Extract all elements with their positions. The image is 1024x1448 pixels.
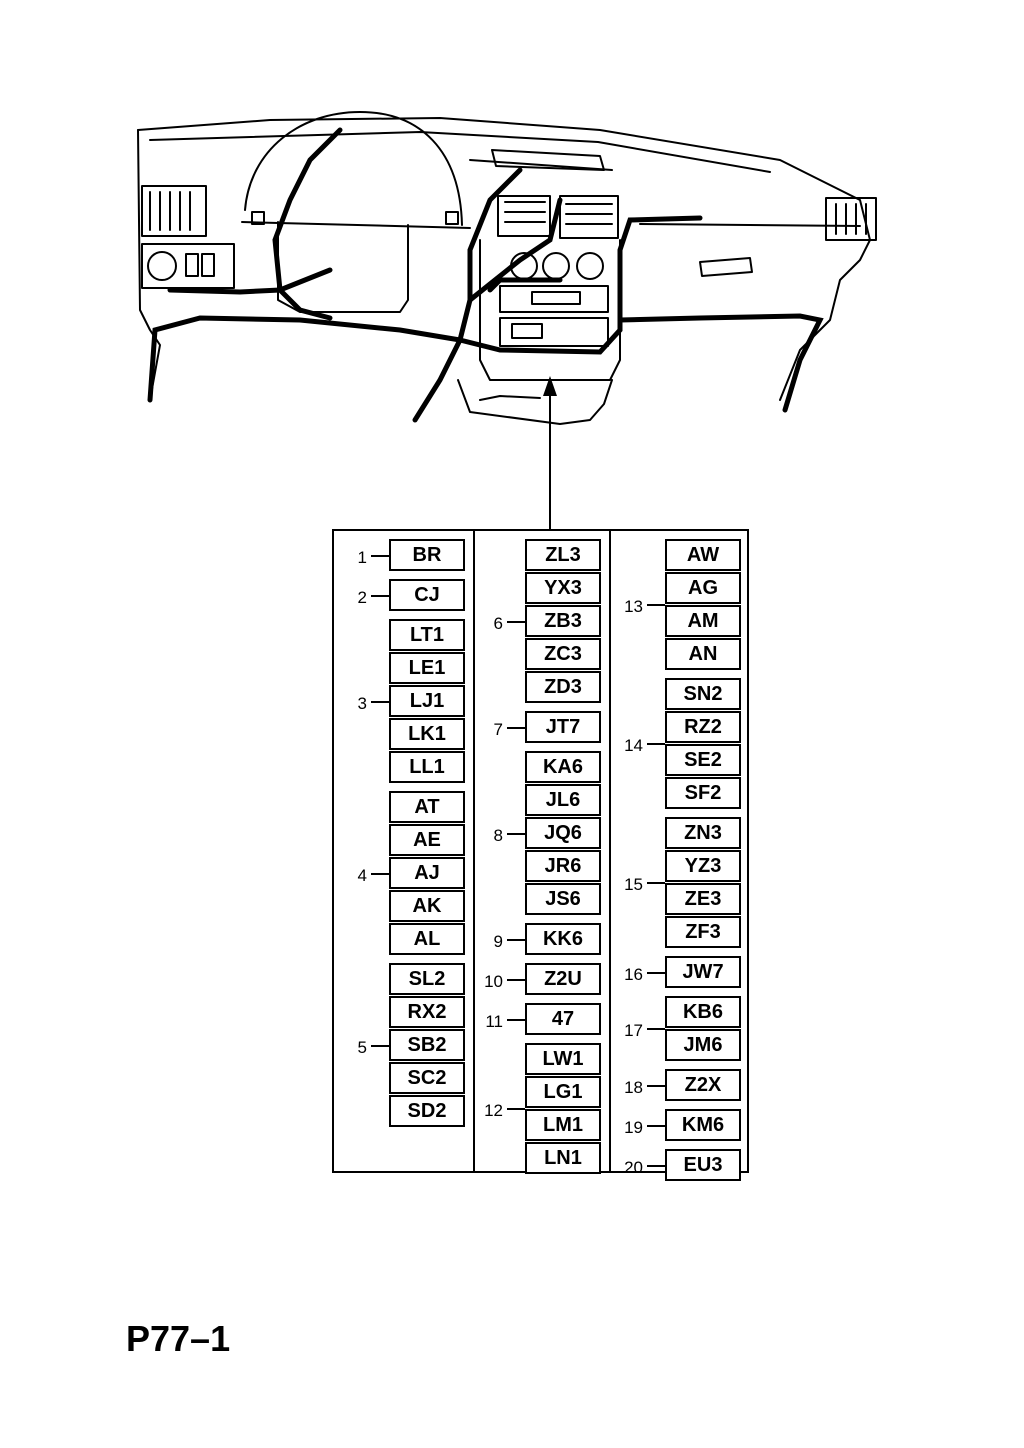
leader-tick: [371, 873, 389, 875]
connector-code-box: RX2: [389, 996, 465, 1028]
connector-code-box: LN1: [525, 1142, 601, 1174]
connector-code-box: JT7: [525, 711, 601, 743]
connector-code-box: ZL3: [525, 539, 601, 571]
connector-code-box: SC2: [389, 1062, 465, 1094]
leader-tick: [647, 743, 665, 745]
leader-tick: [507, 621, 525, 623]
connector-code-box: JW7: [665, 956, 741, 988]
group-number: 19: [624, 1117, 643, 1137]
connector-code-box: EU3: [665, 1149, 741, 1181]
connector-code-box: ZD3: [525, 671, 601, 703]
connector-code-box: SE2: [665, 744, 741, 776]
connector-code-box: LL1: [389, 751, 465, 783]
connector-code-box: CJ: [389, 579, 465, 611]
group-number: 10: [484, 971, 503, 991]
group-number: 13: [624, 597, 643, 616]
pointer-arrow: [543, 376, 557, 530]
connector-code-box: AN: [665, 638, 741, 670]
group-number: 15: [624, 875, 643, 894]
connector-code-box: JL6: [525, 784, 601, 816]
group-number: 5: [357, 1037, 367, 1057]
connector-code-box: LW1: [525, 1043, 601, 1075]
connector-code-box: KA6: [525, 751, 601, 783]
leader-tick: [647, 882, 665, 884]
connector-code-box: SB2: [389, 1029, 465, 1061]
connector-code-box: LG1: [525, 1076, 601, 1108]
leader-tick: [507, 1108, 525, 1110]
connector-code-box: JM6: [665, 1029, 741, 1061]
connector-code-box: BR: [389, 539, 465, 571]
connector-code-box: ZN3: [665, 817, 741, 849]
leader-tick: [507, 979, 525, 981]
group-number: 8: [493, 825, 503, 845]
group-number: 6: [493, 613, 503, 633]
group-number: 20: [624, 1157, 643, 1177]
connector-code-box: ZC3: [525, 638, 601, 670]
connector-code-box: YZ3: [665, 850, 741, 882]
leader-tick: [507, 833, 525, 835]
leader-tick: [371, 555, 389, 557]
connector-code-box: JS6: [525, 883, 601, 915]
connector-code-box: SN2: [665, 678, 741, 710]
connector-code-box: KM6: [665, 1109, 741, 1141]
connector-code-box: Z2U: [525, 963, 601, 995]
connector-code-box: AL: [389, 923, 465, 955]
connector-code-box: AW: [665, 539, 741, 571]
connector-code-box: YX3: [525, 572, 601, 604]
leader-tick: [647, 1165, 665, 1167]
connector-code-box: LJ1: [389, 685, 465, 717]
connector-code-box: SD2: [389, 1095, 465, 1127]
connector-code-box: AE: [389, 824, 465, 856]
connector-code-box: ZB3: [525, 605, 601, 637]
leader-tick: [647, 604, 665, 606]
connector-code-box: ZE3: [665, 883, 741, 915]
leader-tick: [507, 939, 525, 941]
connector-code-box: LE1: [389, 652, 465, 684]
group-number: 3: [357, 693, 367, 713]
connector-code-box: KB6: [665, 996, 741, 1028]
connector-code-box: LK1: [389, 718, 465, 750]
connector-code-box: KK6: [525, 923, 601, 955]
group-number: 14: [624, 736, 643, 755]
connector-code-box: SL2: [389, 963, 465, 995]
leader-tick: [507, 1019, 525, 1021]
leader-tick: [647, 1028, 665, 1030]
group-number: 11: [485, 1011, 503, 1031]
connector-code-box: AG: [665, 572, 741, 604]
connector-code-box: RZ2: [665, 711, 741, 743]
connector-legend-panel: [332, 529, 749, 1177]
group-number: 1: [357, 547, 367, 567]
connector-code-box: JR6: [525, 850, 601, 882]
connector-code-box: JQ6: [525, 817, 601, 849]
leader-tick: [647, 972, 665, 974]
leader-tick: [371, 701, 389, 703]
leader-tick: [647, 1085, 665, 1087]
connector-code-box: AT: [389, 791, 465, 823]
group-number: 9: [493, 931, 503, 951]
connector-code-box: SF2: [665, 777, 741, 809]
group-number: 4: [357, 865, 367, 885]
page-reference: P77–1: [126, 1318, 231, 1359]
connector-code-box: AJ: [389, 857, 465, 889]
leader-tick: [371, 1045, 389, 1047]
group-number: 18: [624, 1077, 643, 1097]
group-number: 7: [493, 719, 503, 739]
leader-tick: [647, 1125, 665, 1127]
column-divider: [609, 531, 611, 1171]
group-number: 17: [624, 1021, 643, 1040]
connector-code-box: 47: [525, 1003, 601, 1035]
connector-code-box: Z2X: [665, 1069, 741, 1101]
connector-code-box: AK: [389, 890, 465, 922]
connector-code-box: LM1: [525, 1109, 601, 1141]
dashboard-harness-illustration: [0, 0, 1024, 530]
connector-code-box: LT1: [389, 619, 465, 651]
connector-code-box: ZF3: [665, 916, 741, 948]
leader-tick: [371, 595, 389, 597]
connector-code-box: AM: [665, 605, 741, 637]
leader-tick: [507, 727, 525, 729]
group-number: 16: [624, 964, 643, 984]
group-number: 2: [357, 587, 367, 607]
group-number: 12: [484, 1101, 503, 1120]
